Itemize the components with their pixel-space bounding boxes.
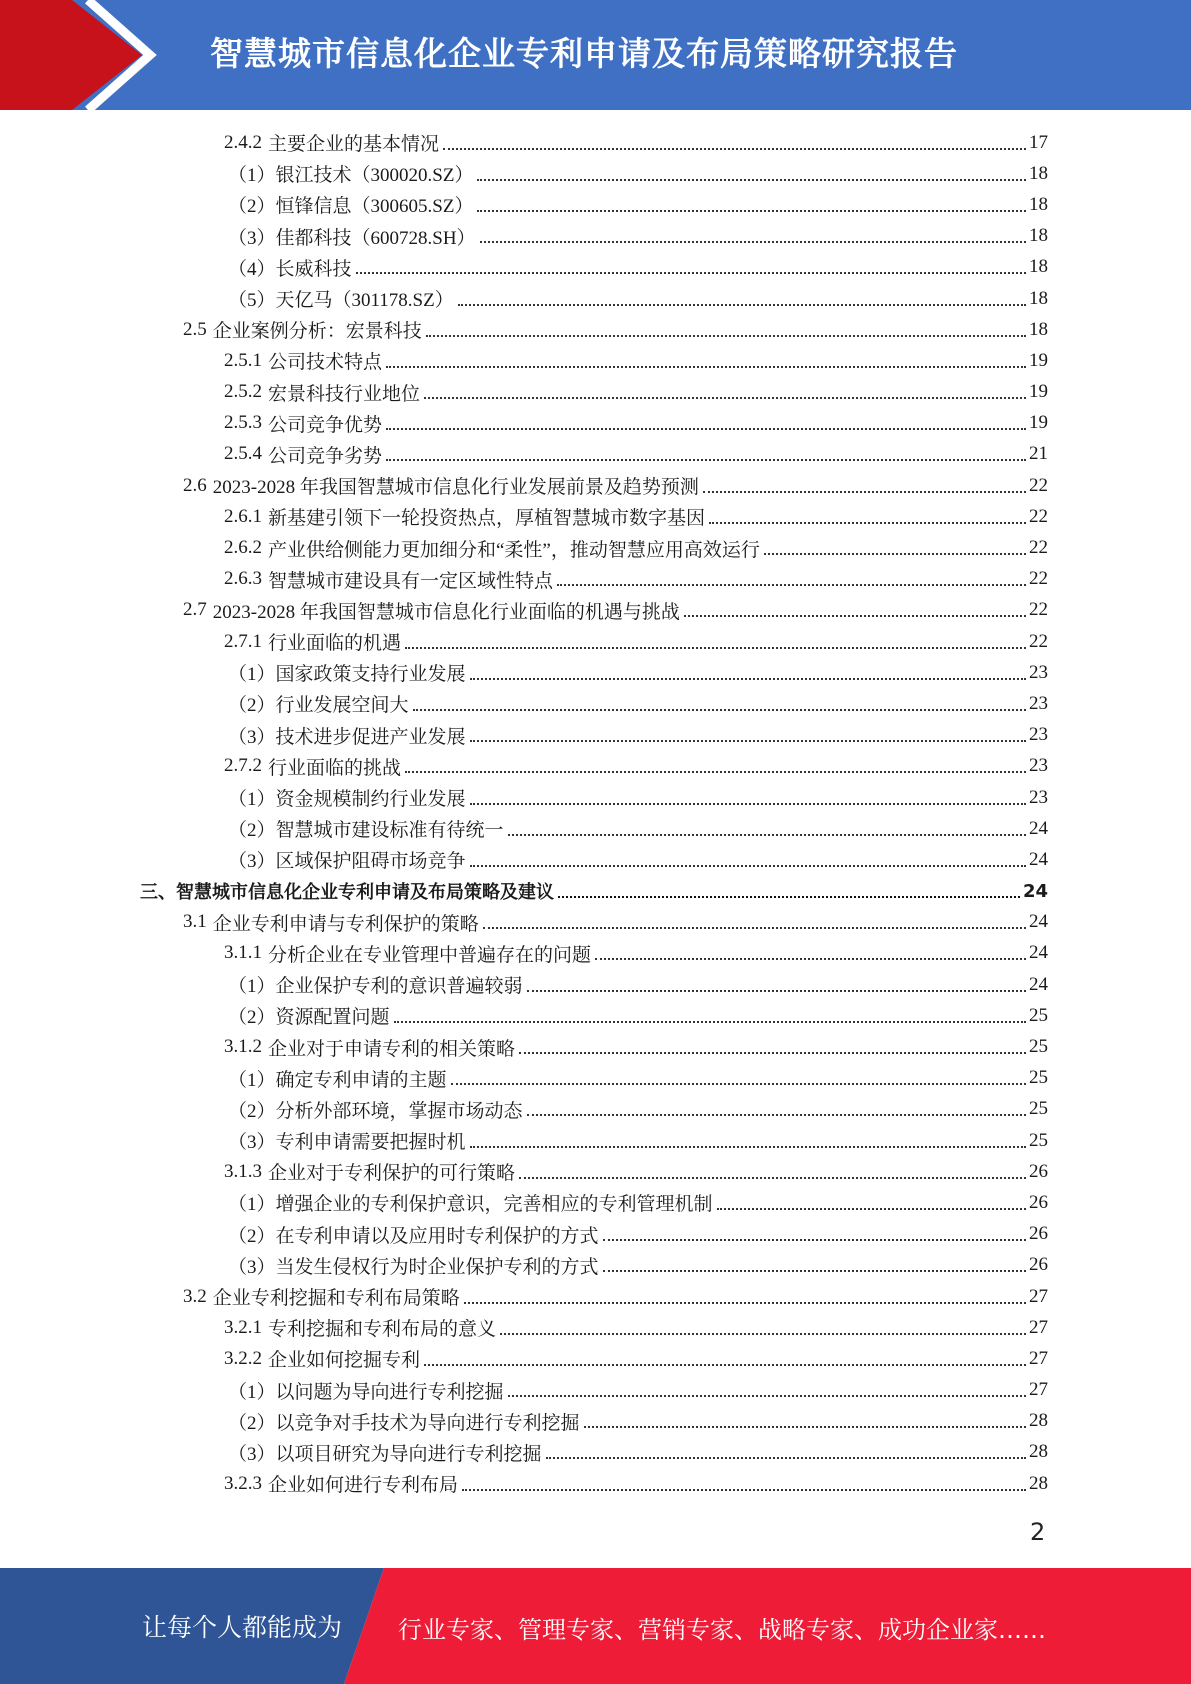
toc-entry-number: 2.6 [183, 474, 207, 496]
toc-entry-title: 企业对于申请专利的相关策略 [268, 1038, 516, 1060]
toc-dot-leader [426, 335, 1026, 337]
toc-entry-page: 22 [1029, 568, 1048, 590]
toc-dot-leader [508, 834, 1026, 836]
toc-entry-title: 产业供给侧能力更加细分和“柔性”，推动智慧应用高效运行 [268, 539, 760, 561]
toc-entry-number: （3） [228, 1443, 276, 1465]
toc-dot-leader [464, 1302, 1026, 1304]
toc-entry-page: 24 [1022, 880, 1048, 902]
toc-entry-number: （1） [228, 789, 276, 811]
toc-entry[interactable] [0, 907, 1191, 938]
toc-entry-number: （3） [228, 227, 276, 249]
toc-dot-leader [709, 522, 1026, 524]
toc-dot-leader [470, 865, 1026, 867]
toc-entry-title: 企业案例分析：宏景科技 [212, 321, 422, 343]
toc-entry-title: 分析企业在专业管理中普遍存在的问题 [268, 944, 592, 966]
toc-entry-number: 2.7.1 [224, 630, 262, 652]
toc-entry[interactable] [0, 408, 1191, 439]
toc-entry-page: 24 [1029, 817, 1048, 839]
toc-entry-number: 3.1.2 [224, 1036, 262, 1058]
toc-entry-page: 19 [1029, 381, 1048, 403]
toc-entry-title: 智慧城市信息化企业专利申请及布局策略及建议 [176, 882, 554, 904]
toc-entry-number: 2.5.4 [224, 443, 262, 465]
toc-entry-title: 在专利申请以及应用时专利保护的方式 [275, 1225, 599, 1247]
toc-entry-number: （1） [228, 1381, 276, 1403]
toc-entry[interactable] [0, 751, 1191, 782]
toc-dot-leader [386, 366, 1026, 368]
toc-entry-title: 以竞争对手技术为导向进行专利挖掘 [275, 1412, 580, 1434]
toc-entry-title: 专利申请需要把握时机 [275, 1132, 466, 1154]
toc-entry-number: 2.6.2 [224, 537, 262, 559]
toc-entry-page: 22 [1029, 505, 1048, 527]
toc-entry-page: 28 [1029, 1410, 1048, 1432]
toc-entry-page: 18 [1029, 256, 1048, 278]
toc-dot-leader [595, 958, 1026, 960]
toc-entry-page: 23 [1029, 661, 1048, 683]
footer-slogan-left: 让每个人都能成为 [142, 1613, 343, 1642]
toc-entry-title: 区域保护阻碍市场竞争 [275, 851, 466, 873]
toc-entry[interactable] [0, 688, 1191, 719]
toc-entry-number: （3） [228, 726, 276, 748]
toc-dot-leader [477, 210, 1026, 212]
toc-entry-page: 24 [1029, 848, 1048, 870]
toc-entry-number: （2） [228, 1225, 276, 1247]
toc-entry-number: 3.1 [183, 911, 207, 933]
toc-entry-page: 28 [1029, 1472, 1048, 1494]
toc-entry[interactable] [0, 844, 1191, 875]
toc-entry-page: 26 [1029, 1191, 1048, 1213]
toc-entry-page: 22 [1029, 474, 1048, 496]
toc-entry[interactable] [0, 1000, 1191, 1031]
toc-dot-leader [477, 179, 1026, 181]
toc-entry-number: （2） [228, 695, 276, 717]
toc-entry-title: 资金规模制约行业发展 [275, 789, 466, 811]
toc-entry-page: 25 [1029, 1098, 1048, 1120]
toc-entry[interactable] [0, 252, 1191, 283]
toc-entry[interactable] [0, 1125, 1191, 1156]
toc-entry-number: （3） [228, 1256, 276, 1278]
toc-entry[interactable] [0, 626, 1191, 657]
toc-entry-page: 19 [1029, 412, 1048, 434]
toc-entry[interactable] [0, 127, 1191, 158]
toc-entry-page: 24 [1029, 973, 1048, 995]
toc-entry[interactable] [0, 221, 1191, 252]
toc-entry-page: 23 [1029, 755, 1048, 777]
toc-entry-title: 企业对于专利保护的可行策略 [268, 1163, 516, 1185]
toc-dot-leader [470, 1146, 1026, 1148]
toc-dot-leader [386, 459, 1026, 461]
toc-entry-title: 公司技术特点 [268, 352, 383, 374]
toc-entry-title: 企业如何进行专利布局 [268, 1475, 459, 1497]
toc-entry-page: 25 [1029, 1036, 1048, 1058]
toc-entry[interactable] [0, 720, 1191, 751]
page-number: 2 [1030, 1518, 1046, 1546]
toc-entry-page: 28 [1029, 1441, 1048, 1463]
toc-entry-page: 26 [1029, 1254, 1048, 1276]
toc-entry[interactable] [0, 657, 1191, 688]
toc-entry-page: 17 [1029, 131, 1048, 153]
toc-entry[interactable] [0, 969, 1191, 1000]
toc-entry-number: （3） [228, 851, 276, 873]
toc-entry-title: 恒锋信息（300605.SZ） [275, 196, 474, 218]
toc-entry-title: 分析外部环境，掌握市场动态 [275, 1100, 523, 1122]
toc-entry[interactable] [0, 813, 1191, 844]
toc-dot-leader [356, 272, 1026, 274]
toc-entry-title: 行业发展空间大 [275, 695, 409, 717]
toc-entry-number: 3.2 [183, 1285, 207, 1307]
toc-dot-leader [500, 1333, 1026, 1335]
table-of-contents [0, 127, 1191, 1499]
toc-entry[interactable] [0, 1281, 1191, 1312]
toc-entry[interactable] [0, 1187, 1191, 1218]
toc-dot-leader [603, 1270, 1026, 1272]
toc-entry[interactable] [0, 1312, 1191, 1343]
toc-entry[interactable] [0, 1156, 1191, 1187]
toc-entry-number: 2.7 [183, 599, 207, 621]
toc-entry-number: （1） [228, 1069, 276, 1091]
toc-entry-title: 以项目研究为导向进行专利挖掘 [275, 1443, 542, 1465]
toc-entry[interactable] [0, 1031, 1191, 1062]
toc-entry-page: 27 [1029, 1347, 1048, 1369]
toc-entry-number: 2.5 [183, 318, 207, 340]
toc-entry[interactable] [0, 314, 1191, 345]
toc-entry[interactable] [0, 1375, 1191, 1406]
toc-entry-number: 3.2.3 [224, 1472, 262, 1494]
toc-dot-leader [603, 1239, 1026, 1241]
toc-entry[interactable] [0, 1437, 1191, 1468]
toc-entry-page: 27 [1029, 1316, 1048, 1338]
toc-entry-number: 3.2.1 [224, 1316, 262, 1338]
toc-entry-page: 21 [1029, 443, 1048, 465]
toc-entry-title: 公司竞争优势 [268, 414, 383, 436]
toc-entry-title: 确定专利申请的主题 [275, 1069, 447, 1091]
footer-slogan-right: 行业专家、管理专家、营销专家、战略专家、成功企业家…… [398, 1616, 1046, 1644]
toc-entry-title: 以问题为导向进行专利挖掘 [275, 1381, 504, 1403]
toc-entry-number: 3.2.2 [224, 1347, 262, 1369]
toc-entry-number: 2.5.3 [224, 412, 262, 434]
toc-entry-page: 18 [1029, 287, 1048, 309]
toc-entry[interactable] [0, 1219, 1191, 1250]
toc-entry-number: 2.7.2 [224, 755, 262, 777]
toc-entry-page: 22 [1029, 537, 1048, 559]
toc-dot-leader [557, 584, 1026, 586]
toc-entry-title: 银江技术（300020.SZ） [275, 165, 474, 187]
toc-dot-leader [519, 1177, 1026, 1179]
toc-entry[interactable] [0, 1343, 1191, 1374]
page-header [0, 0, 1191, 110]
toc-entry-number: （1） [228, 976, 276, 998]
toc-entry[interactable] [0, 876, 1191, 907]
toc-dot-leader [483, 927, 1026, 929]
toc-dot-leader [470, 740, 1026, 742]
toc-entry-title: 长威科技 [275, 258, 352, 280]
toc-entry-title: 行业面临的挑战 [268, 757, 402, 779]
toc-entry[interactable] [0, 1406, 1191, 1437]
toc-entry-title: 智慧城市建设标准有待统一 [275, 820, 504, 842]
toc-entry[interactable] [0, 1094, 1191, 1125]
toc-entry-page: 26 [1029, 1223, 1048, 1245]
toc-entry-title: 宏景科技行业地位 [268, 383, 421, 405]
toc-entry[interactable] [0, 345, 1191, 376]
toc-entry-page: 23 [1029, 692, 1048, 714]
toc-entry[interactable] [0, 439, 1191, 470]
toc-entry-page: 24 [1029, 911, 1048, 933]
toc-dot-leader [386, 428, 1026, 430]
toc-entry-title: 新基建引领下一轮投资热点，厚植智慧城市数字基因 [268, 508, 706, 530]
toc-dot-leader [546, 1457, 1026, 1459]
toc-entry-page: 27 [1029, 1285, 1048, 1307]
toc-dot-leader [405, 771, 1026, 773]
toc-dot-leader [470, 803, 1026, 805]
toc-entry-page: 26 [1029, 1160, 1048, 1182]
toc-dot-leader [462, 1489, 1026, 1491]
toc-dot-leader [508, 1395, 1026, 1397]
toc-dot-leader [584, 1426, 1026, 1428]
toc-entry[interactable] [0, 564, 1191, 595]
toc-dot-leader [394, 1021, 1026, 1023]
toc-entry-title: 行业面临的机遇 [268, 633, 402, 655]
toc-entry-number: 2.5.2 [224, 381, 262, 403]
toc-entry-title: 天亿马（301178.SZ） [275, 290, 454, 312]
toc-entry-page: 23 [1029, 724, 1048, 746]
toc-dot-leader [558, 896, 1020, 898]
toc-entry-title: 技术进步促进产业发展 [275, 726, 466, 748]
toc-dot-leader [764, 553, 1026, 555]
toc-entry-number: 2.6.3 [224, 568, 262, 590]
toc-entry-page: 25 [1029, 1004, 1048, 1026]
toc-entry-number: 三、 [140, 882, 176, 904]
toc-entry-number: （2） [228, 820, 276, 842]
toc-dot-leader [684, 615, 1026, 617]
toc-entry-number: （1） [228, 1194, 276, 1216]
toc-entry[interactable] [0, 283, 1191, 314]
toc-dot-leader [717, 1208, 1026, 1210]
toc-dot-leader [458, 304, 1026, 306]
toc-entry-title: 增强企业的专利保护意识，完善相应的专利管理机制 [275, 1194, 713, 1216]
toc-entry-title: 佳都科技（600728.SH） [275, 227, 476, 249]
toc-entry-title: 专利挖掘和专利布局的意义 [268, 1319, 497, 1341]
toc-entry-title: 公司竞争劣势 [268, 445, 383, 467]
toc-dot-leader [480, 241, 1026, 243]
toc-entry-title: 企业专利挖掘和专利布局策略 [212, 1288, 460, 1310]
toc-entry-page: 22 [1029, 599, 1048, 621]
toc-entry-number: 2.6.1 [224, 505, 262, 527]
toc-entry-page: 18 [1029, 162, 1048, 184]
toc-entry[interactable] [0, 377, 1191, 408]
toc-dot-leader [527, 1114, 1026, 1116]
toc-entry[interactable] [0, 782, 1191, 813]
toc-entry-number: （2） [228, 1100, 276, 1122]
toc-entry-page: 25 [1029, 1129, 1048, 1151]
toc-entry-number: （4） [228, 258, 276, 280]
toc-entry-number: 2.5.1 [224, 349, 262, 371]
toc-entry-number: （2） [228, 1007, 276, 1029]
toc-entry-page: 25 [1029, 1067, 1048, 1089]
toc-entry-title: 资源配置问题 [275, 1007, 390, 1029]
toc-entry-title: 2023-2028 年我国智慧城市信息化行业面临的机遇与挑战 [212, 601, 680, 623]
toc-entry-number: （2） [228, 196, 276, 218]
toc-dot-leader [413, 709, 1026, 711]
toc-entry[interactable] [0, 1250, 1191, 1281]
toc-entry[interactable] [0, 470, 1191, 501]
toc-dot-leader [424, 397, 1026, 399]
toc-entry-number: （1） [228, 664, 276, 686]
toc-entry-page: 27 [1029, 1379, 1048, 1401]
toc-entry-title: 国家政策支持行业发展 [275, 664, 466, 686]
toc-entry-number: （5） [228, 290, 276, 312]
toc-entry-title: 智慧城市建设具有一定区域性特点 [268, 570, 554, 592]
toc-entry[interactable] [0, 1468, 1191, 1499]
toc-dot-leader [405, 647, 1026, 649]
toc-entry-page: 18 [1029, 225, 1048, 247]
toc-entry[interactable] [0, 1063, 1191, 1094]
toc-dot-leader [519, 1052, 1026, 1054]
toc-dot-leader [527, 990, 1026, 992]
toc-entry-title: 主要企业的基本情况 [268, 134, 440, 156]
toc-entry-page: 18 [1029, 318, 1048, 340]
toc-entry-title: 企业专利申请与专利保护的策略 [212, 913, 479, 935]
toc-entry[interactable] [0, 532, 1191, 563]
toc-entry-number: 3.1.3 [224, 1160, 262, 1182]
toc-entry-title: 企业保护专利的意识普遍较弱 [275, 976, 523, 998]
page-footer [0, 1568, 1191, 1684]
toc-dot-leader [470, 678, 1026, 680]
toc-entry-title: 当发生侵权行为时企业保护专利的方式 [275, 1256, 599, 1278]
toc-entry-page: 19 [1029, 349, 1048, 371]
toc-entry[interactable] [0, 595, 1191, 626]
toc-entry-number: （2） [228, 1412, 276, 1434]
toc-entry-page: 22 [1029, 630, 1048, 652]
toc-entry[interactable] [0, 158, 1191, 189]
toc-entry-page: 23 [1029, 786, 1048, 808]
report-title: 智慧城市信息化企业专利申请及布局策略研究报告 [210, 34, 958, 73]
toc-dot-leader [703, 491, 1026, 493]
toc-entry[interactable] [0, 189, 1191, 220]
toc-entry-title: 2023-2028 年我国智慧城市信息化行业发展前景及趋势预测 [212, 477, 699, 499]
toc-entry-number: 2.4.2 [224, 131, 262, 153]
toc-entry-page: 18 [1029, 193, 1048, 215]
toc-entry-number: （1） [228, 165, 276, 187]
toc-entry-page: 24 [1029, 942, 1048, 964]
toc-dot-leader [451, 1083, 1026, 1085]
toc-entry-number: （3） [228, 1132, 276, 1154]
toc-entry[interactable] [0, 501, 1191, 532]
toc-dot-leader [443, 148, 1026, 150]
toc-entry-title: 企业如何挖掘专利 [268, 1350, 421, 1372]
toc-entry[interactable] [0, 938, 1191, 969]
toc-dot-leader [424, 1364, 1026, 1366]
toc-entry-number: 3.1.1 [224, 942, 262, 964]
